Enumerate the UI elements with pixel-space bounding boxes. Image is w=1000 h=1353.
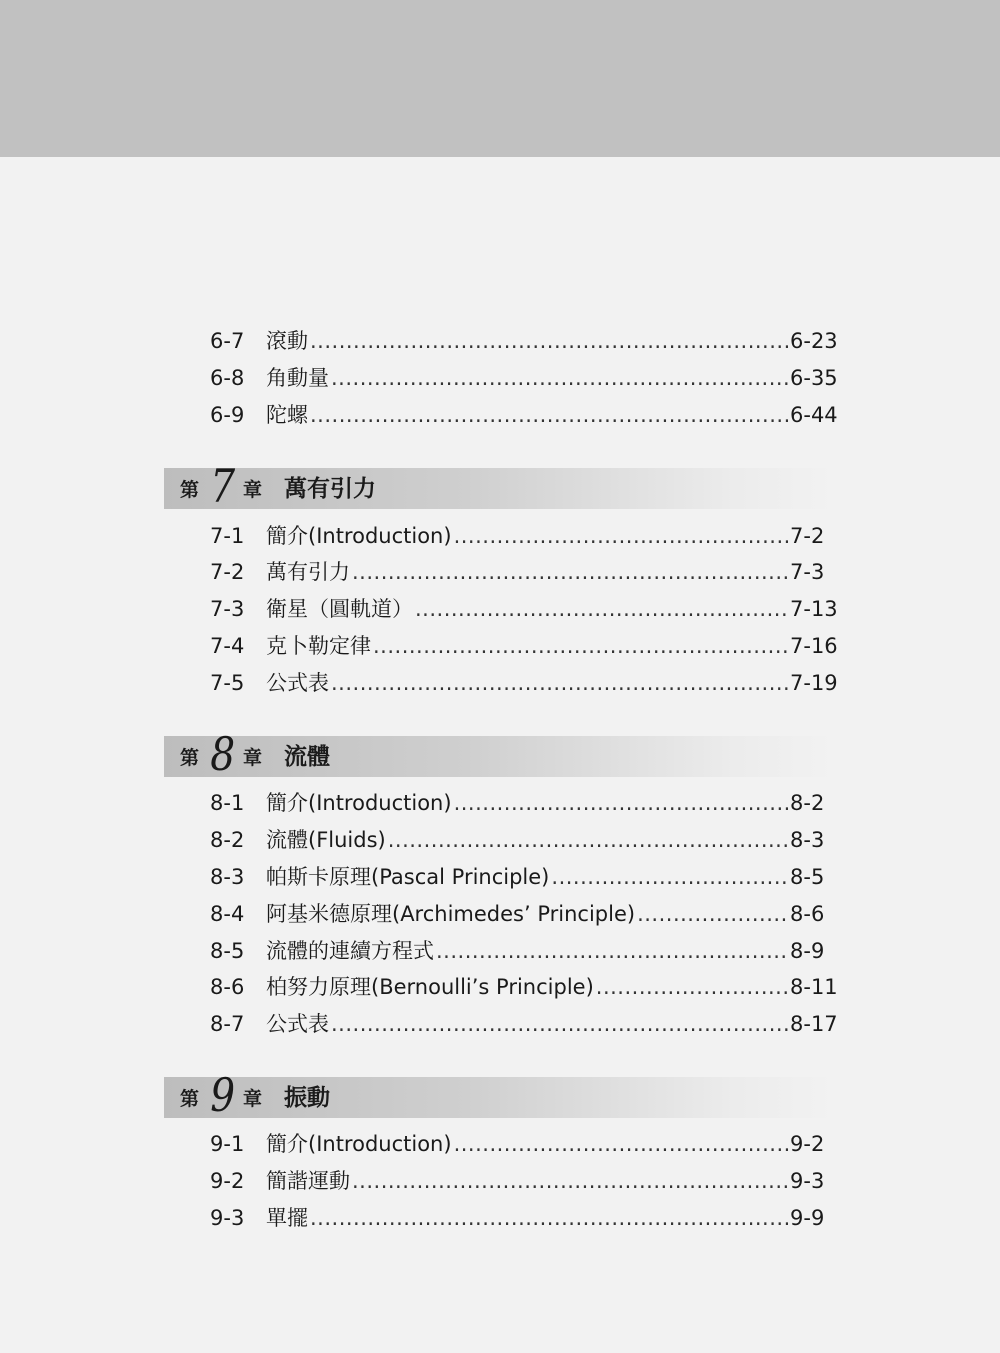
entry-page: 8-3	[790, 828, 825, 852]
entry-title: 簡介(Introduction)	[266, 791, 452, 815]
dot-leader	[596, 972, 788, 1002]
dot-leader	[352, 557, 788, 587]
dot-leader	[551, 862, 788, 892]
entry-page: 7-16	[790, 634, 838, 658]
toc-entry[interactable]	[210, 1203, 836, 1233]
entry-title: 簡介(Introduction)	[266, 524, 452, 548]
entry-page: 9-2	[790, 1132, 825, 1156]
entry-title: 阿基米德原理(Archimedes’ Principle)	[266, 902, 636, 926]
entry-title: 公式表	[266, 1012, 329, 1036]
dot-leader	[310, 400, 788, 430]
chapter-heading	[164, 1068, 836, 1122]
chapter-suffix: 章	[243, 1088, 263, 1110]
entry-title: 公式表	[266, 671, 329, 695]
entry-page: 6-44	[790, 403, 838, 427]
toc-entry[interactable]	[210, 825, 836, 855]
chapter-suffix: 章	[243, 747, 263, 769]
entry-page: 6-35	[790, 366, 838, 390]
toc-entry[interactable]	[210, 936, 836, 966]
entry-number: 8-6	[210, 975, 245, 999]
entry-number: 8-5	[210, 939, 245, 963]
chapter-title: 萬有引力	[284, 476, 376, 502]
entry-page: 8-5	[790, 865, 825, 889]
dot-leader	[454, 1129, 788, 1159]
entry-number: 9-1	[210, 1132, 245, 1156]
entry-page: 6-23	[790, 329, 838, 353]
chapter-heading	[164, 727, 836, 781]
entry-title: 衛星（圓軌道）	[266, 597, 413, 621]
toc-entry[interactable]	[210, 1129, 836, 1159]
dot-leader	[373, 631, 788, 661]
header-band	[0, 0, 1000, 157]
chapter-number: 7	[210, 459, 236, 513]
entry-number: 6-9	[210, 403, 245, 427]
dot-leader	[331, 363, 788, 393]
chapter-title: 流體	[284, 744, 330, 770]
entry-number: 7-2	[210, 560, 245, 584]
toc-entry[interactable]	[210, 521, 836, 551]
toc-entry[interactable]	[210, 326, 836, 356]
entry-title: 萬有引力	[266, 560, 350, 584]
dot-leader	[352, 1166, 788, 1196]
toc-entry[interactable]	[210, 400, 836, 430]
chapter-prefix: 第	[180, 479, 200, 501]
entry-page: 8-2	[790, 791, 825, 815]
entry-number: 8-2	[210, 828, 245, 852]
entry-number: 7-4	[210, 634, 245, 658]
dot-leader	[436, 936, 788, 966]
entry-page: 7-3	[790, 560, 825, 584]
entry-number: 8-4	[210, 902, 245, 926]
entry-page: 7-2	[790, 524, 825, 548]
entry-page: 7-13	[790, 597, 838, 621]
entry-title: 克卜勒定律	[266, 634, 371, 658]
entry-number: 8-1	[210, 791, 245, 815]
chapter-title: 振動	[284, 1085, 330, 1111]
chapter-number: 9	[210, 1068, 236, 1122]
entry-number: 7-5	[210, 671, 245, 695]
chapter-heading	[164, 459, 836, 513]
entry-page: 9-3	[790, 1169, 825, 1193]
entry-title: 角動量	[266, 366, 329, 390]
toc-entry[interactable]	[210, 594, 836, 624]
entry-title: 帕斯卡原理(Pascal Principle)	[266, 865, 550, 889]
entry-number: 8-7	[210, 1012, 245, 1036]
entry-title: 流體(Fluids)	[266, 828, 386, 852]
dot-leader	[331, 668, 788, 698]
entry-page: 8-11	[790, 975, 838, 999]
entry-title: 滾動	[266, 329, 308, 353]
toc-entry[interactable]	[210, 1009, 836, 1039]
toc-entry[interactable]	[210, 363, 836, 393]
entry-number: 8-3	[210, 865, 245, 889]
dot-leader	[415, 594, 788, 624]
chapter-prefix: 第	[180, 1088, 200, 1110]
entry-number: 7-3	[210, 597, 245, 621]
entry-page: 8-9	[790, 939, 825, 963]
dot-leader	[331, 1009, 788, 1039]
entry-number: 9-2	[210, 1169, 245, 1193]
toc-entry[interactable]	[210, 631, 836, 661]
entry-title: 簡介(Introduction)	[266, 1132, 452, 1156]
dot-leader	[454, 521, 788, 551]
entry-number: 9-3	[210, 1206, 245, 1230]
entry-page: 9-9	[790, 1206, 825, 1230]
entry-number: 6-8	[210, 366, 245, 390]
toc-entry[interactable]	[210, 788, 836, 818]
chapter-suffix: 章	[243, 479, 263, 501]
toc-entry[interactable]	[210, 1166, 836, 1196]
entry-title: 單擺	[266, 1206, 308, 1230]
dot-leader	[310, 326, 788, 356]
dot-leader	[454, 788, 788, 818]
toc-entry[interactable]	[210, 557, 836, 587]
toc-entry[interactable]	[210, 899, 836, 929]
chapter-number: 8	[210, 727, 236, 781]
entry-page: 7-19	[790, 671, 838, 695]
entry-number: 6-7	[210, 329, 245, 353]
entry-title: 簡諧運動	[266, 1169, 350, 1193]
entry-title: 柏努力原理(Bernoulli’s Principle)	[266, 975, 594, 999]
entry-number: 7-1	[210, 524, 245, 548]
toc-entry[interactable]	[210, 862, 836, 892]
dot-leader	[388, 825, 788, 855]
entry-page: 8-6	[790, 902, 825, 926]
entry-title: 流體的連續方程式	[266, 939, 434, 963]
toc-entry[interactable]	[210, 972, 836, 1002]
entry-title: 陀螺	[266, 403, 308, 427]
chapter-prefix: 第	[180, 747, 200, 769]
toc-entry[interactable]	[210, 668, 836, 698]
dot-leader	[310, 1203, 788, 1233]
entry-page: 8-17	[790, 1012, 838, 1036]
dot-leader	[637, 899, 788, 929]
